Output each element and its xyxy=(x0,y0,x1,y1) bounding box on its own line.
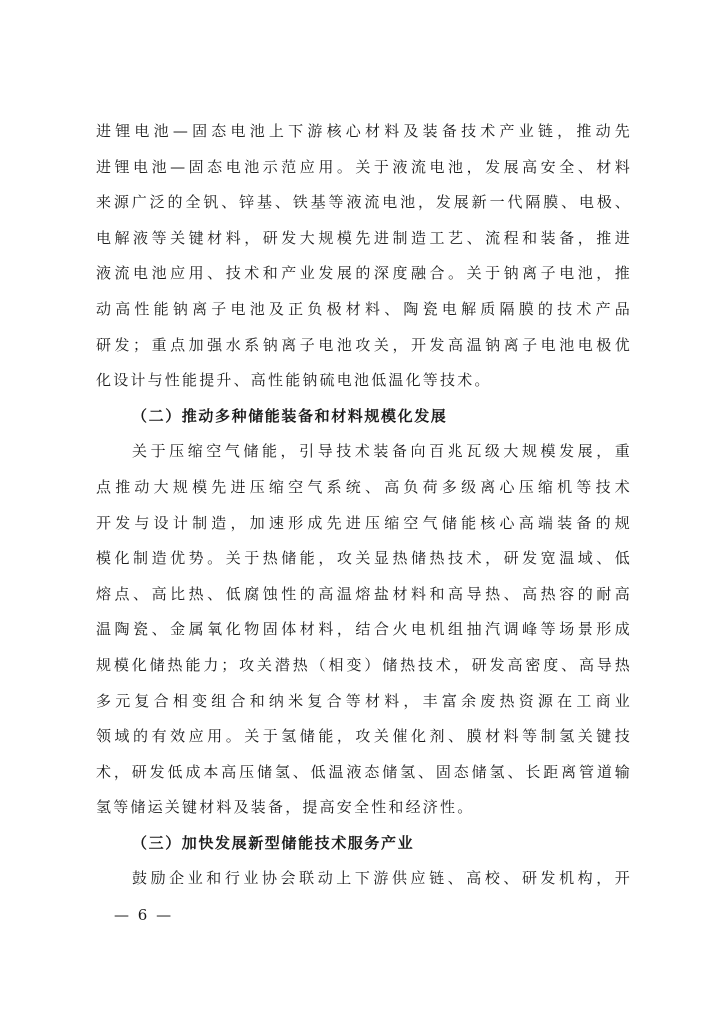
body-line: 液流电池应用、技术和产业发展的深度融合。关于钠离子电池，推 xyxy=(96,264,632,283)
body-line: 进锂电池—固态电池示范应用。关于液流电池，发展高安全、材料 xyxy=(96,157,632,176)
document-body xyxy=(96,114,632,897)
body-line: 化设计与性能提升、高性能钠硫电池低温化等技术。 xyxy=(96,371,492,390)
body-line: 开发与设计制造，加速形成先进压缩空气储能核心高端装备的规 xyxy=(96,513,632,532)
body-line: 熔点、高比热、低腐蚀性的高温熔盐材料和高导热、高热容的耐高 xyxy=(96,584,632,603)
body-line: 模化制造优势。关于热储能，攻关显热储热技术，研发宽温域、低 xyxy=(96,549,632,568)
section-heading: （二）推动多种储能装备和材料规模化发展 xyxy=(132,406,448,425)
page-number: — 6 — xyxy=(114,906,174,924)
body-line: 研发；重点加强水系钠离子电池攻关，开发高温钠离子电池电极优 xyxy=(96,335,632,354)
body-line: 多元复合相变组合和纳米复合等材料，丰富余废热资源在工商业 xyxy=(96,691,632,710)
section-heading: （三）加快发展新型储能技术服务产业 xyxy=(132,833,415,852)
body-line: 规模化储热能力；攻关潜热（相变）储热技术，研发高密度、高导热 xyxy=(96,655,632,674)
body-line: 术，研发低成本高压储氢、低温液态储氢、固态储氢、长距离管道输 xyxy=(96,762,632,781)
body-line: 氢等储运关键材料及装备，提高安全性和经济性。 xyxy=(96,798,475,817)
body-line: 进锂电池—固态电池上下游核心材料及装备技术产业链，推动先 xyxy=(96,122,632,140)
body-line: 动高性能钠离子电池及正负极材料、陶瓷电解质隔膜的技术产品 xyxy=(96,299,632,318)
body-line: 电解液等关键材料，研发大规模先进制造工艺、流程和装备，推进 xyxy=(96,228,632,247)
body-line: 温陶瓷、金属氧化物固体材料，结合火电机组抽汽调峰等场景形成 xyxy=(96,620,632,639)
body-line: 领域的有效应用。关于氢储能，攻关催化剂、膜材料等制氢关键技 xyxy=(96,727,632,746)
body-line: 来源广泛的全钒、锌基、铁基等液流电池，发展新一代隔膜、电极、 xyxy=(96,193,632,212)
body-line: 鼓励企业和行业协会联动上下游供应链、高校、研发机构，开 xyxy=(132,869,632,888)
body-line: 关于压缩空气储能，引导技术装备向百兆瓦级大规模发展，重 xyxy=(132,442,632,461)
body-line: 点推动大规模先进压缩空气系统、高负荷多级离心压缩机等技术 xyxy=(96,477,632,496)
